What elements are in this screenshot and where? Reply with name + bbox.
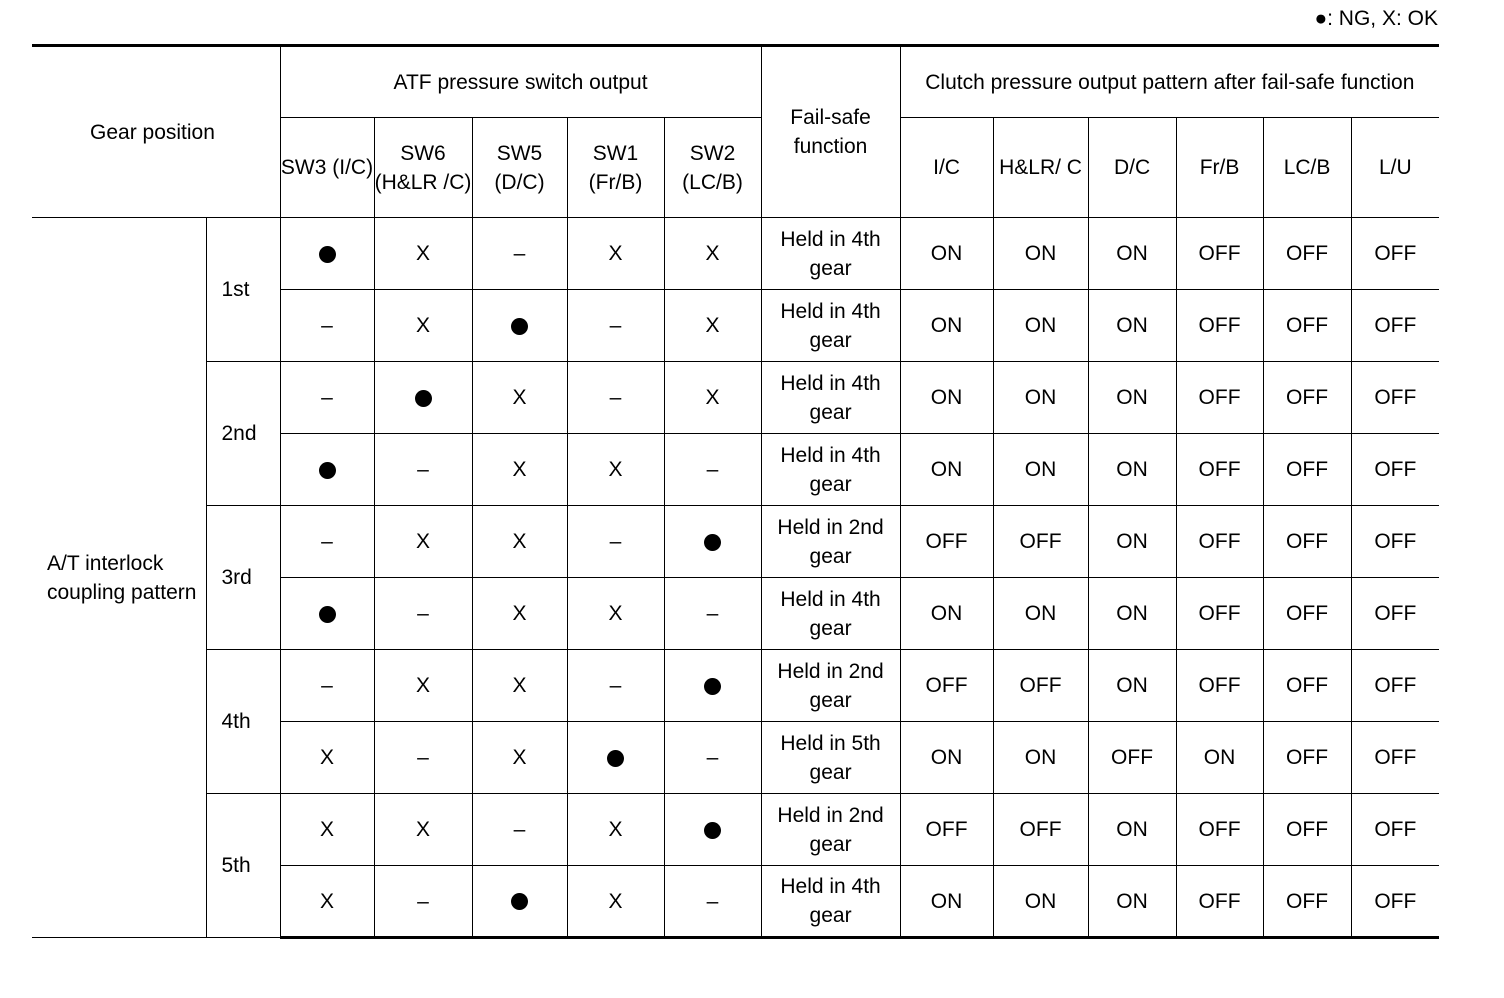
table-row bbox=[32, 650, 1439, 722]
switch-cell: X bbox=[664, 290, 761, 362]
switch-cell: – bbox=[567, 290, 664, 362]
header-failsafe: Fail-safe function bbox=[761, 46, 900, 218]
ng-dot-icon bbox=[704, 822, 721, 839]
ng-dot-icon bbox=[319, 462, 336, 479]
ng-dot-icon bbox=[704, 678, 721, 695]
clutch-cell: ON bbox=[1176, 722, 1263, 794]
header-sw-1: SW6 (H&LR /C) bbox=[374, 118, 472, 218]
switch-cell: X bbox=[664, 362, 761, 434]
clutch-cell: OFF bbox=[993, 794, 1088, 866]
clutch-cell: ON bbox=[900, 722, 993, 794]
clutch-cell: OFF bbox=[993, 650, 1088, 722]
switch-cell: – bbox=[374, 434, 472, 506]
switch-cell: – bbox=[280, 362, 374, 434]
clutch-cell: OFF bbox=[900, 794, 993, 866]
clutch-cell: ON bbox=[900, 578, 993, 650]
clutch-cell: OFF bbox=[1351, 578, 1439, 650]
header-clutch-2: D/C bbox=[1088, 118, 1176, 218]
clutch-cell: OFF bbox=[1263, 722, 1351, 794]
clutch-cell: OFF bbox=[1351, 506, 1439, 578]
switch-cell: X bbox=[664, 218, 761, 290]
failsafe-table bbox=[32, 44, 1439, 939]
switch-cell: – bbox=[280, 506, 374, 578]
clutch-cell: ON bbox=[993, 722, 1088, 794]
header-sw-4: SW2 (LC/B) bbox=[664, 118, 761, 218]
gear-label: 5th bbox=[206, 794, 280, 938]
clutch-cell: ON bbox=[1088, 218, 1176, 290]
header-clutch-3: Fr/B bbox=[1176, 118, 1263, 218]
ng-dot-icon bbox=[319, 606, 336, 623]
clutch-cell: ON bbox=[900, 866, 993, 938]
clutch-cell: OFF bbox=[1263, 578, 1351, 650]
clutch-cell: OFF bbox=[1176, 578, 1263, 650]
switch-cell: X bbox=[472, 434, 567, 506]
table-row bbox=[32, 362, 1439, 434]
switch-cell: X bbox=[567, 866, 664, 938]
switch-cell: X bbox=[472, 722, 567, 794]
switch-cell bbox=[664, 506, 761, 578]
clutch-cell: ON bbox=[1088, 866, 1176, 938]
switch-cell: X bbox=[374, 218, 472, 290]
clutch-cell: OFF bbox=[1263, 218, 1351, 290]
clutch-cell: OFF bbox=[1176, 218, 1263, 290]
ng-dot-icon bbox=[607, 750, 624, 767]
clutch-cell: ON bbox=[1088, 362, 1176, 434]
clutch-cell: ON bbox=[993, 218, 1088, 290]
header-sw-2: SW5 (D/C) bbox=[472, 118, 567, 218]
clutch-cell: ON bbox=[993, 866, 1088, 938]
switch-cell: X bbox=[567, 794, 664, 866]
switch-cell: X bbox=[472, 650, 567, 722]
switch-cell: – bbox=[664, 722, 761, 794]
clutch-cell: ON bbox=[1088, 506, 1176, 578]
ng-dot-icon bbox=[511, 318, 528, 335]
switch-cell bbox=[472, 866, 567, 938]
clutch-cell: OFF bbox=[900, 506, 993, 578]
switch-cell: X bbox=[374, 650, 472, 722]
clutch-cell: OFF bbox=[1351, 650, 1439, 722]
legend: ●: NG, X: OK bbox=[1314, 7, 1438, 30]
clutch-cell: ON bbox=[1088, 290, 1176, 362]
switch-cell: X bbox=[567, 578, 664, 650]
header-clutch-1: H&LR/ C bbox=[993, 118, 1088, 218]
clutch-cell: OFF bbox=[1351, 218, 1439, 290]
switch-cell: – bbox=[567, 506, 664, 578]
coupling-label: A/T interlock coupling pattern bbox=[32, 218, 206, 938]
clutch-cell: OFF bbox=[1176, 290, 1263, 362]
clutch-cell: OFF bbox=[1263, 290, 1351, 362]
header-clutch-0: I/C bbox=[900, 118, 993, 218]
ng-dot-icon bbox=[511, 893, 528, 910]
clutch-cell: OFF bbox=[1176, 794, 1263, 866]
clutch-cell: ON bbox=[900, 434, 993, 506]
switch-cell: – bbox=[567, 650, 664, 722]
table-row bbox=[32, 794, 1439, 866]
failsafe-cell: Held in 5th gear bbox=[761, 722, 900, 794]
gear-label: 2nd bbox=[206, 362, 280, 506]
clutch-cell: ON bbox=[993, 578, 1088, 650]
switch-cell: X bbox=[472, 362, 567, 434]
clutch-cell: ON bbox=[993, 290, 1088, 362]
switch-cell bbox=[472, 290, 567, 362]
switch-cell: – bbox=[374, 866, 472, 938]
clutch-cell: OFF bbox=[1263, 650, 1351, 722]
switch-cell: – bbox=[664, 578, 761, 650]
switch-cell bbox=[567, 722, 664, 794]
switch-cell bbox=[280, 218, 374, 290]
failsafe-cell: Held in 2nd gear bbox=[761, 650, 900, 722]
switch-cell: X bbox=[567, 218, 664, 290]
clutch-cell: ON bbox=[1088, 578, 1176, 650]
clutch-cell: OFF bbox=[1176, 650, 1263, 722]
clutch-cell: ON bbox=[993, 434, 1088, 506]
switch-cell: – bbox=[280, 290, 374, 362]
switch-cell: X bbox=[374, 506, 472, 578]
switch-cell: – bbox=[374, 578, 472, 650]
ng-dot-icon bbox=[704, 534, 721, 551]
switch-cell bbox=[280, 434, 374, 506]
switch-cell: – bbox=[472, 218, 567, 290]
clutch-cell: ON bbox=[1088, 794, 1176, 866]
gear-label: 4th bbox=[206, 650, 280, 794]
clutch-cell: OFF bbox=[1176, 506, 1263, 578]
clutch-cell: OFF bbox=[1351, 290, 1439, 362]
switch-cell: X bbox=[280, 722, 374, 794]
failsafe-cell: Held in 4th gear bbox=[761, 866, 900, 938]
clutch-cell: ON bbox=[900, 218, 993, 290]
header-gear-position: Gear position bbox=[32, 46, 280, 218]
clutch-cell: OFF bbox=[1351, 866, 1439, 938]
clutch-cell: ON bbox=[900, 290, 993, 362]
clutch-cell: ON bbox=[993, 362, 1088, 434]
clutch-cell: OFF bbox=[1351, 722, 1439, 794]
switch-cell: X bbox=[374, 794, 472, 866]
clutch-cell: OFF bbox=[1351, 434, 1439, 506]
switch-cell: – bbox=[374, 722, 472, 794]
failsafe-cell: Held in 4th gear bbox=[761, 434, 900, 506]
clutch-cell: OFF bbox=[900, 650, 993, 722]
clutch-cell: OFF bbox=[1263, 794, 1351, 866]
clutch-cell: OFF bbox=[1263, 434, 1351, 506]
header-sw-0: SW3 (I/C) bbox=[280, 118, 374, 218]
switch-cell: – bbox=[280, 650, 374, 722]
clutch-cell: OFF bbox=[1176, 434, 1263, 506]
clutch-cell: OFF bbox=[1176, 362, 1263, 434]
clutch-cell: OFF bbox=[1088, 722, 1176, 794]
clutch-cell: OFF bbox=[1351, 794, 1439, 866]
failsafe-cell: Held in 4th gear bbox=[761, 218, 900, 290]
switch-cell: – bbox=[664, 866, 761, 938]
gear-label: 1st bbox=[206, 218, 280, 362]
clutch-cell: OFF bbox=[1263, 506, 1351, 578]
failsafe-cell: Held in 4th gear bbox=[761, 290, 900, 362]
failsafe-cell: Held in 4th gear bbox=[761, 578, 900, 650]
switch-cell: X bbox=[280, 794, 374, 866]
clutch-cell: ON bbox=[900, 362, 993, 434]
clutch-cell: OFF bbox=[1351, 362, 1439, 434]
header-clutch-4: LC/B bbox=[1263, 118, 1351, 218]
switch-cell bbox=[664, 650, 761, 722]
header-sw-3: SW1 (Fr/B) bbox=[567, 118, 664, 218]
switch-cell: X bbox=[472, 506, 567, 578]
clutch-cell: OFF bbox=[1176, 866, 1263, 938]
switch-cell: X bbox=[374, 290, 472, 362]
clutch-cell: OFF bbox=[1263, 362, 1351, 434]
gear-label: 3rd bbox=[206, 506, 280, 650]
clutch-cell: ON bbox=[1088, 434, 1176, 506]
switch-cell: – bbox=[664, 434, 761, 506]
failsafe-cell: Held in 2nd gear bbox=[761, 794, 900, 866]
switch-cell bbox=[280, 578, 374, 650]
clutch-cell: OFF bbox=[993, 506, 1088, 578]
failsafe-cell: Held in 4th gear bbox=[761, 362, 900, 434]
switch-cell bbox=[664, 794, 761, 866]
ng-dot-icon bbox=[415, 390, 432, 407]
header-atf-group: ATF pressure switch output bbox=[280, 46, 761, 118]
switch-cell: – bbox=[472, 794, 567, 866]
switch-cell bbox=[374, 362, 472, 434]
switch-cell: X bbox=[472, 578, 567, 650]
table-row bbox=[32, 506, 1439, 578]
clutch-cell: ON bbox=[1088, 650, 1176, 722]
switch-cell: X bbox=[567, 434, 664, 506]
header-clutch-5: L/U bbox=[1351, 118, 1439, 218]
table-row bbox=[32, 218, 1439, 290]
failsafe-cell: Held in 2nd gear bbox=[761, 506, 900, 578]
switch-cell: – bbox=[567, 362, 664, 434]
switch-cell: X bbox=[280, 866, 374, 938]
header-clutch-group: Clutch pressure output pattern after fail-safe function bbox=[900, 46, 1439, 118]
clutch-cell: OFF bbox=[1263, 866, 1351, 938]
ng-dot-icon bbox=[319, 246, 336, 263]
